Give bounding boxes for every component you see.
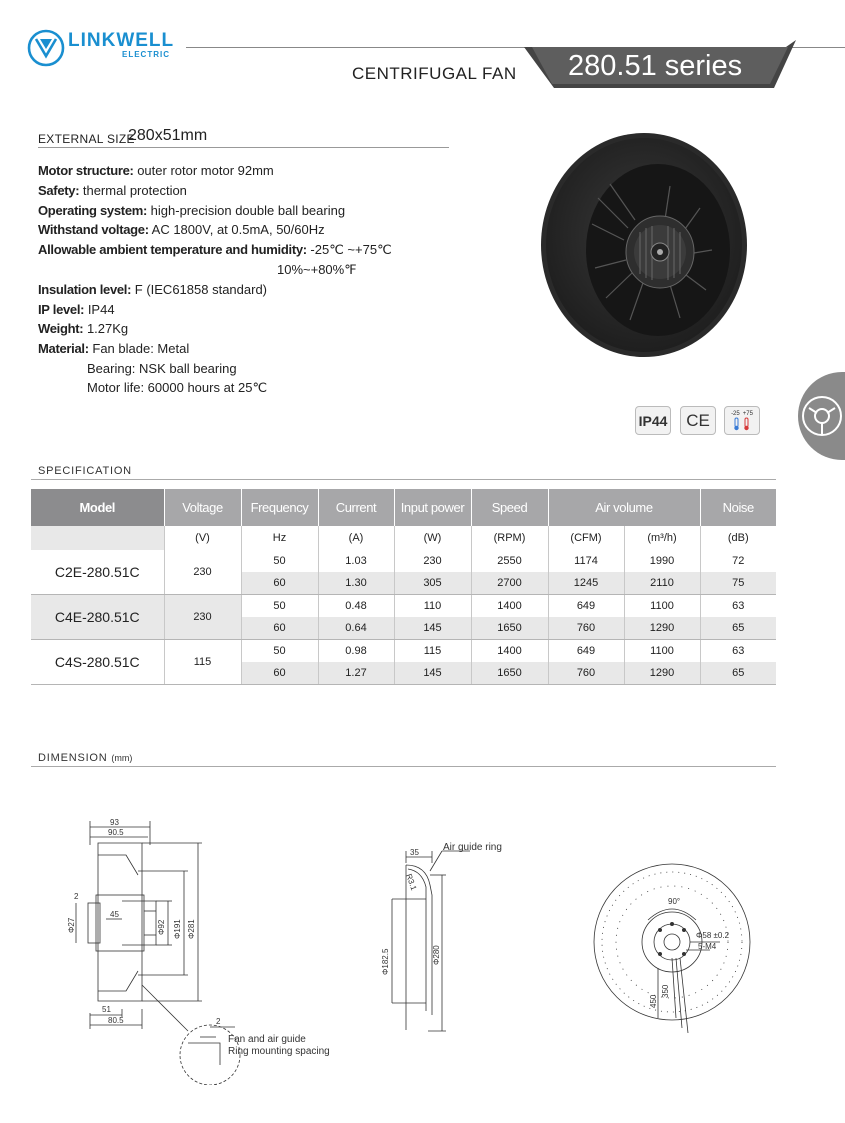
side-fan-tab	[798, 372, 845, 460]
cell-power: 145	[394, 662, 471, 685]
model-name: C4E-280.51C	[31, 595, 164, 640]
specification-rule	[31, 479, 776, 480]
cell-noise: 63	[732, 600, 745, 612]
cell-current: 1.03	[318, 550, 394, 572]
cell-current: 0.48	[318, 595, 394, 618]
spec-material-bearing: Bearing: NSK ball bearing	[87, 361, 237, 376]
spec-insulation: Insulation level: F (IEC61858 standard)	[38, 282, 268, 297]
cell-cfm: 1245	[548, 572, 624, 595]
dim-phi27: Φ27	[67, 917, 76, 933]
brand-subtitle: ELECTRIC	[122, 50, 170, 59]
cell-power: 230	[394, 550, 471, 572]
spec-ambient: Allowable ambient temperature and humidity: -25℃ ~+75℃	[38, 242, 392, 257]
cell-cfm: 649	[548, 640, 624, 663]
cell-noise: 65	[700, 617, 776, 640]
dim-51: 51	[102, 1005, 111, 1014]
dim-5-m4: 5-M4	[698, 942, 717, 951]
cell-m3h: 2110	[624, 572, 700, 595]
spec-weight: Weight: 1.27Kg	[38, 321, 129, 336]
header-current: Current	[318, 489, 394, 526]
temp-low-label: -25	[731, 410, 740, 417]
specification-table	[31, 489, 776, 685]
cell-power: 305	[394, 572, 471, 595]
cell-current: 0.98	[318, 640, 394, 663]
ip44-badge: IP44	[635, 406, 671, 435]
model-voltage: 230	[164, 595, 241, 640]
cell-cfm: 649	[548, 595, 624, 618]
cell-m3h: 1290	[624, 617, 700, 640]
cell-speed: 2550	[471, 550, 548, 572]
unit-cfm: (CFM)	[548, 526, 624, 550]
spec-withstand-voltage: Withstand voltage: AC 1800V, at 0.5mA, 50/60Hz	[38, 222, 325, 237]
thermometer-icon	[731, 417, 753, 431]
unit-rpm: (RPM)	[471, 526, 548, 550]
fan-outline-icon	[800, 394, 844, 438]
external-size-value: 280x51mm	[128, 127, 208, 144]
spec-material: Material: Fan blade: Metal	[38, 341, 190, 356]
cell-noise: 65	[700, 662, 776, 685]
table-row	[31, 550, 776, 572]
note-line-2: Ring mounting spacing	[228, 1046, 330, 1057]
unit-m3h: (m³/h)	[624, 526, 700, 550]
cell-hz: 60	[241, 617, 318, 640]
spec-operating-system: Operating system: high-precision double ball bearing	[38, 203, 346, 218]
dim-35: 35	[410, 848, 419, 857]
unit-db: (dB)	[727, 532, 749, 544]
table-row	[31, 595, 776, 618]
specification-title: SPECIFICATION	[38, 465, 132, 477]
spec-motor-structure: Motor structure: outer rotor motor 92mm	[38, 163, 274, 178]
cell-noise: 72	[732, 555, 745, 567]
table-units-row	[31, 526, 776, 550]
dim-phi281: Φ281	[187, 919, 196, 939]
spec-material-motor-life: Motor life: 60000 hours at 25℃	[87, 380, 268, 395]
header-air-volume: Air volume	[548, 489, 700, 526]
model-voltage: 230	[164, 550, 241, 595]
dim-phi182-5: Φ182.5	[381, 948, 390, 975]
cell-noise: 63	[732, 645, 745, 657]
dim-90-5: 90.5	[108, 828, 124, 837]
dim-450: 450	[649, 994, 658, 1008]
cell-m3h: 1290	[624, 662, 700, 685]
cell-noise: 75	[700, 572, 776, 595]
cell-cfm: 760	[548, 662, 624, 685]
external-size-rule	[38, 147, 449, 148]
linkwell-logo-icon	[26, 28, 66, 68]
cell-power: 110	[394, 595, 471, 618]
dim-2-detail: 2	[216, 1017, 221, 1026]
temp-high-label: +75	[742, 410, 753, 417]
series-title: 280.51 series	[568, 50, 743, 82]
ce-mark-badge: CE	[680, 406, 716, 435]
dimension-rule	[31, 766, 776, 767]
header-voltage: Voltage	[164, 489, 241, 526]
cell-cfm: 760	[548, 617, 624, 640]
spec-ambient-humidity: 10%~+80%℉	[277, 262, 357, 277]
model-voltage: 115	[164, 640, 241, 685]
header-noise: Noise	[700, 489, 776, 526]
header-speed: Speed	[471, 489, 548, 526]
cell-m3h: 1100	[624, 640, 700, 663]
model-name: C2E-280.51C	[31, 550, 164, 595]
cell-cfm: 1174	[548, 550, 624, 572]
side-view-drawing	[60, 815, 350, 1085]
front-view-drawing	[590, 858, 760, 1048]
dim-90-deg: 90°	[668, 897, 681, 906]
spec-ip-level: IP level: IP44	[38, 302, 115, 317]
cell-speed: 1650	[471, 662, 548, 685]
dim-phi191: Φ191	[173, 919, 182, 939]
cell-current: 1.27	[318, 662, 394, 685]
cell-hz: 50	[241, 595, 318, 618]
spec-safety: Safety: thermal protection	[38, 183, 187, 198]
dim-r3-1: R3.1	[404, 872, 419, 892]
external-size-label: EXTERNAL SIZE	[38, 132, 135, 146]
cell-hz: 50	[241, 550, 318, 572]
dim-93: 93	[110, 818, 119, 827]
product-type: CENTRIFUGAL FAN	[352, 64, 517, 83]
dim-350: 350	[661, 984, 670, 998]
unit-hz: Hz	[241, 526, 318, 550]
note-line-1: Fan and air guide	[228, 1034, 306, 1045]
cell-current: 0.64	[318, 617, 394, 640]
cell-power: 115	[394, 640, 471, 663]
header-model: Model	[31, 489, 164, 526]
dim-45: 45	[110, 910, 119, 919]
cell-hz: 60	[241, 572, 318, 595]
unit-w: (W)	[394, 526, 471, 550]
model-name: C4S-280.51C	[31, 640, 164, 685]
temperature-range-badge	[724, 406, 760, 435]
cell-speed: 2700	[471, 572, 548, 595]
cell-m3h: 1990	[624, 550, 700, 572]
header-frequency: Frequency	[241, 489, 318, 526]
dim-phi280: Φ280	[432, 945, 441, 965]
dim-2-top: 2	[74, 892, 79, 901]
fan-product-image	[540, 128, 750, 360]
cell-m3h: 1100	[624, 595, 700, 618]
cell-speed: 1400	[471, 640, 548, 663]
cell-hz: 60	[241, 662, 318, 685]
cell-current: 1.30	[318, 572, 394, 595]
dim-80-5: 80.5	[108, 1016, 124, 1025]
dimension-title: DIMENSION (mm)	[38, 752, 133, 764]
cell-power: 145	[394, 617, 471, 640]
cell-hz: 50	[241, 640, 318, 663]
cell-speed: 1650	[471, 617, 548, 640]
table-header-row	[31, 489, 776, 526]
air-guide-ring-label: Air guide ring	[443, 842, 502, 853]
brand-name: LINKWELL	[68, 30, 175, 51]
header-input-power: Input power	[394, 489, 471, 526]
table-row	[31, 640, 776, 663]
dim-phi92: Φ92	[157, 919, 166, 935]
unit-a: (A)	[318, 526, 394, 550]
unit-v: (V)	[164, 526, 241, 550]
cell-speed: 1400	[471, 595, 548, 618]
air-guide-ring-drawing	[370, 835, 520, 1035]
dim-phi58: Φ58 ±0.2	[696, 931, 730, 940]
